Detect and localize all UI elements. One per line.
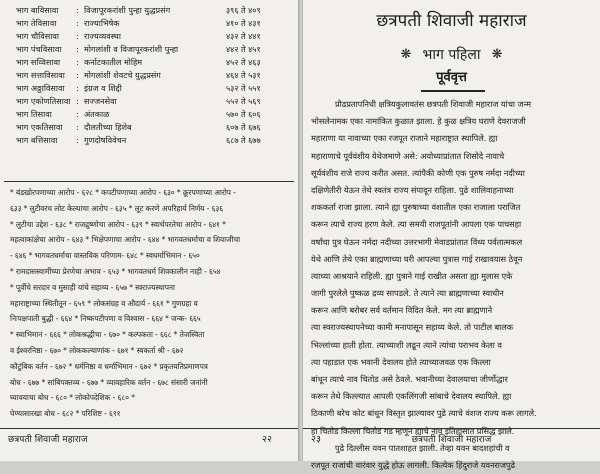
toc-title: मोगलांशी व विजापूरकरांशी पुन्हा [84,44,179,54]
toc-separator: : [76,135,79,145]
toc-row [4,56,294,69]
divider-rule [4,181,294,182]
index-line: घ्यावयाचा बोध - ६८० * लोकोपदेशिक - ६८० * [10,393,135,403]
toc-part-label: भाग तिसावा [16,109,52,119]
toc-part-label: भाग अठ्ठाविसावा [16,83,65,93]
left-page [0,0,298,461]
toc-row [4,95,294,108]
body-line: त्याच्या आश्रयाने राहिली. ह्या पुत्राने गाई राखीत असता ह्या मुलास एके [311,270,513,281]
index-line: व ईश्वरनिष्ठा - ६७० * लोककल्याणांक - ६७१ * स्वकर्ता श्री - ६७२ [10,345,184,355]
subtopic-index [10,185,290,422]
toc-separator: : [76,70,79,80]
body-line: करून तेथे किल्ल्यात आपली एकलिंगजी सांबाचे देवालय स्थापिले. ह्या [311,391,512,402]
toc-pages: ४१० ते ४३१ [226,19,261,28]
toc-pages: ४३२ ते ४४१ [226,32,261,41]
body-line: त्या पहाडात एक भवानी देवालय होते त्याच्याजवळ एक किल्ला [311,356,491,367]
toc-part-label: भाग बाविसावा [16,5,59,15]
toc-row [4,108,294,121]
page-footer [0,428,298,448]
page-number: २२ [262,434,272,445]
toc-title: गुणदोषविवेचन [84,135,127,145]
toc-title: सज्जनसेवा [84,96,117,106]
index-line: - ६४६ * भागवतधर्माचा वास्तविक परिणाम- ६४८ * स्वधर्माभिमान - ६५० [10,251,200,261]
body-line: त्या स्वराज्यस्थापनेच्या कामी मनापासून सहाय्य केले. तो पाटील बालक [311,322,513,333]
toc-title: विजापूरकरांशी पुन्हा युद्धप्रसंग [84,5,171,15]
part-heading [303,44,600,66]
body-line: रजपूत राजांची वारंवार युद्धे होऊ लागली. कित्येक हिंदुराजे यवनराजपुढे [311,459,516,470]
index-line: महाराष्ट्राच्या स्थितीतून - ६५९ * लोकसंग्रह व औदार्य - ६६१ * गुणग्रहा व [10,298,198,308]
toc-part-label: भाग सत्ताविसावा [16,70,65,80]
toc-title: राज्याभिषेक [84,18,120,28]
body-line: महाराणा या नावाच्या एका रजपूत राजाने महाराष्ट्रात स्थापिले. ह्या [311,133,498,144]
toc-row [4,69,294,82]
right-page [303,0,600,470]
page-number: २३ [311,434,321,445]
toc-part-label: भाग एकोणतिसावा [16,96,71,106]
toc-pages: ६८७ ते ६७७ [226,136,261,145]
body-line: प्रौढप्रतापनिधी क्षत्रियकुलावतंस छत्रपती शिवाजी महाराज यांचा जन्म [335,99,531,109]
flower-ornament-icon: ❋ [491,47,503,62]
toc-pages: ५७० ते ६०६ [226,110,261,119]
body-line: दक्षिणेतीरी येऊन तेथे स्वतंत्र राज्य संपादून राहिला. पुढे शालिवाहनाच्या [311,184,514,195]
toc-title: दौलतीच्या हिशेब [84,122,132,132]
index-line: * रामदासस्वामींच्या प्रेरणेचा अभाव - ६५३ * भागवतधर्म शिवकालीन नाही - ६५४ [10,266,221,276]
body-line: करून आणि बरोबर सर्व वर्तमान विदित केले. मग त्या ब्राह्मणाने [311,305,493,316]
body-line: पुढे दिल्लीस यवन पातशाहत झाली. तेव्हा यवन बादशहांची व [335,442,510,453]
body-line: सूर्यवंशीय राजे राज्य करीत असत. त्यांपैकी कोणी एक पुरुष नर्मदा नदीच्या [311,167,525,178]
running-title: छत्रपती शिवाजी महाराज [8,435,88,445]
body-line: जागी पुरलेले पुष्कळ द्रव्य सापडले. ते त्याने त्या ब्राह्मणाच्या स्वाधीन [311,288,504,299]
toc-pages: ४५२ ते ४६३ [226,58,261,67]
toc-separator: : [76,57,79,67]
toc-part-label: भाग चौविसावा [16,31,59,41]
toc-pages: ६०७ ते ६७६ [226,123,261,132]
index-line: महत्वाकांक्षेचा आरोप - ६४३ * भिक्षेपणाचा आरोप - ६४४ * भागवतधर्माचा व शिवाजीचा [10,235,241,245]
toc-row [4,17,294,30]
toc-separator: : [76,122,79,132]
body-text [311,96,597,474]
page-footer [303,428,600,448]
index-line: * पूर्वीचे सरदार व मुसाही यांचे सहाय्य - ६५७ * स्वराज्यस्थापना [10,282,175,292]
toc-row [4,134,294,147]
toc-separator: : [76,83,79,93]
body-line: बांधून त्याचे नाव चितोड असे ठेवले. भवानीच्या देवालयाचा जीर्णोद्धार [311,374,508,384]
body-line: वर्षांचा पुत्र घेऊन नर्मदा नदीच्या उत्तरभागी मेवाडप्रांतात विंध्य पर्वतात्मकल [311,236,523,247]
toc-separator: : [76,44,79,54]
toc-part-label: भाग सव्विसावा [16,57,61,67]
toc-separator: : [76,96,79,106]
index-line: * लुटीचा उद्देश - ६३८ * राजद्रुष्णोचा आरोप - ६३९ * स्वार्थपरतेचा आरोप - ६४१ * [10,219,226,229]
toc-row [4,82,294,95]
body-line: भिल्लांच्या हाती होता. त्याच्याशी लढून त्याने त्यांचा पराभव केला व [311,339,502,350]
toc-row [4,121,294,134]
part-title: भाग पहिला [422,47,481,63]
toc-row [4,30,294,43]
running-title: छत्रपती शिवाजी महाराज [411,435,492,445]
toc-pages: ४६४ ते ५३१ [226,71,261,80]
toc-title: कर्नाटकातील मोहिम [84,57,143,67]
index-line: घेण्यासारखा बोध - ६८२ * परिशिष्ट - ६९१ [10,409,121,419]
index-line: * स्वाभिमान - ६६६ * लोकश्रद्धीचा - ६७० * कल्पकता - ६६८ * तेजस्विता [10,330,205,340]
toc-pages: ४४२ ते ४५१ [226,45,261,54]
toc-part-label: भाग तेविसावा [16,18,57,28]
index-line: बोध - ६७७ * सांबिपक्तव्य - ६७७ * व्यावहारिक वर्तन - ६७८ संसारी जनांनी [10,377,208,387]
toc-row [4,4,294,17]
section-underline [421,90,485,92]
toc-pages: ३९६ ते ४०९ [226,6,261,15]
section-title: पूर्ववृत्त [436,70,467,85]
index-line: * बंडखोरपणाच्या आरोप - ६२८ * कपटीपणाच्या आरोप - ६३० * क्रूरपणाच्या आरोप - [10,188,236,197]
body-line: महाराणाचे पूर्ववंशीय येथेजमाणे असे: अयोध्याप्रांतात शिसोदे नावाचे [311,150,505,161]
toc-separator: : [76,109,79,119]
toc-separator: : [76,18,79,28]
toc-pages: ५५२ ते ५६९ [226,97,261,106]
chapter-title: छत्रपती शिवाजी महाराज [376,11,527,31]
toc-title: इंग्रज व शिद्दी [84,83,122,93]
index-line: कौटुंबिक वर्तन - ६७२ * धर्मनिष्ठा व धर्माभिमान - ६७२ * प्रकृतयतिप्रमाणपत्र [10,361,208,371]
toc-pages: ५३२ ते ५५१ [226,84,261,93]
toc-title: मोगलांशी शेवटचे युद्धप्रसंग [84,70,161,80]
body-line: हा चितोड किल्ला चितोड गड म्हणून ह्याचे नाव इतिहासात प्रसिद्ध झाले. [311,425,515,436]
body-line: ठिकाणी बरेच कोट बांधून विस्तृत झाल्यावर पुढे त्याचे वंशज राज्य करू लागले. [311,408,537,419]
body-line: येथे आणि तेथे एका ब्राह्मणाच्या घरी आपल्या पुत्रास गाई राखावयास ठेवून [311,253,523,264]
body-line: शककर्ता राजा झाला. त्याने ह्या पुरुषाच्या वंशातील एका राजाला पराजित [311,202,521,213]
toc-title: अंतकाळ [84,109,110,119]
body-line: भोसलेनामक एका नामांकित कुळात झाला. हे कुळ क्षत्रिय घराणे देवराजजी [311,116,526,127]
index-line: ६३३ * लुटीवरच लोट केल्याचा आरोप - ६३५ * लूट करणे अपरिहार्य निर्णय - ६३६ [10,203,223,213]
toc-part-label: भाग एकतिसावा [16,122,63,132]
table-of-contents [4,4,294,147]
body-line: करून त्याचे राज्य हरण केले. त्या समयी राजपूतांनी आपला एक पाचसहा [311,219,522,230]
toc-part-label: भाग पंचविसावा [16,44,62,54]
toc-separator: : [76,5,79,15]
toc-title: राज्यव्यवस्था [84,31,121,41]
toc-separator: : [76,31,79,41]
index-line: निःपक्षपाती बुद्धी - ६६४ * निष्कपटीपणा व विश्वास - ६६४ * जन्क- ६६५ [10,314,201,324]
toc-part-label: भाग बत्तिसावा [16,135,58,145]
flower-ornament-icon: ❋ [400,47,412,62]
toc-row [4,43,294,56]
